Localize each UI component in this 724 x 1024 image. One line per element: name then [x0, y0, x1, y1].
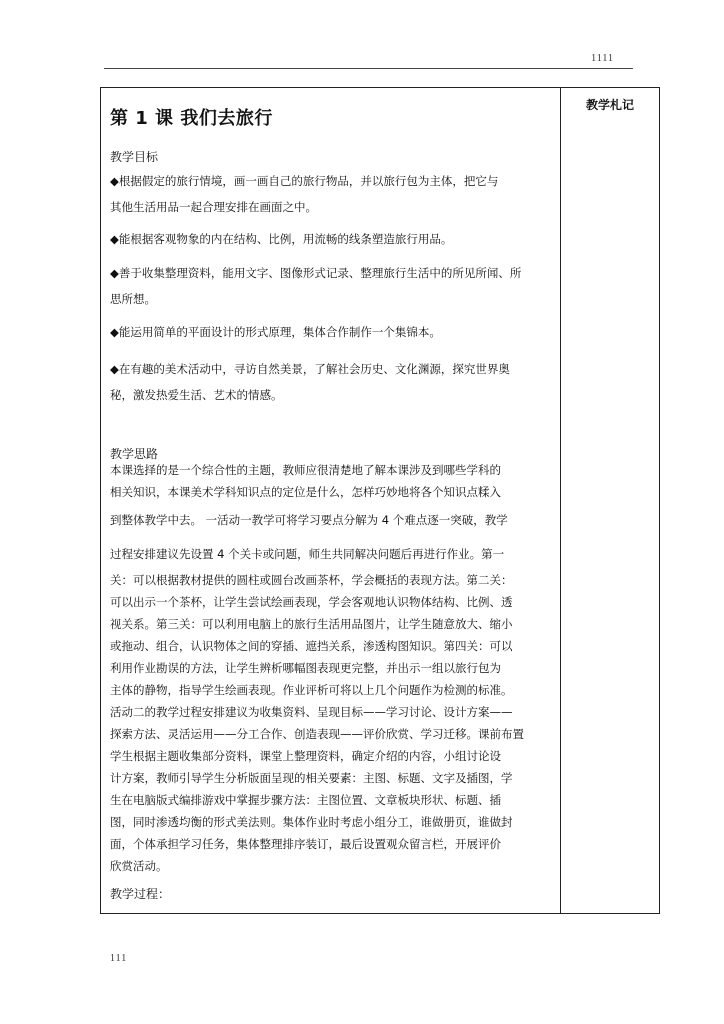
approach-line: 图，同时渗透均衡的形式美法则。集体作业时考虑小组分工，谁做册页，谁做封 [110, 815, 513, 829]
header-page-code: 1111 [591, 53, 614, 64]
approach-line: 或拖动、组合，认识物体之间的穿插、遮挡关系，渗透构图知识。第四关：可以 [110, 639, 513, 653]
approach-line: 到整体教学中去。 一活动一教学可将学习要点分解为 4 个难点逐一突破，教学 [110, 513, 508, 527]
approach-line: 主体的静物，指导学生绘画表现。作业评析可将以上几个问题作为检测的标准。 [110, 683, 513, 697]
approach-heading: 教学思路 [110, 447, 159, 461]
objective-line: ◆根据假定的旅行情境，画一画自己的旅行物品，并以旅行包为主体，把它与 [110, 174, 499, 188]
objective-line: 秘，激发热爱生活、艺术的情感。 [110, 388, 283, 402]
objective-item-3 [110, 260, 550, 312]
header-rule [104, 68, 633, 69]
approach-intro-cont2 [110, 541, 550, 567]
approach-line: 本课选择的是一个综合性的主题，教师应很清楚地了解本课涉及到哪些学科的 [110, 463, 501, 477]
approach-line: 学生根据主题收集部分资料，课堂上整理资料，确定介绍的内容，小组讨论设 [110, 749, 501, 763]
lesson-table [100, 87, 660, 914]
objective-line: ◆善于收集整理资料，能用文字、图像形式记录、整理旅行生活中的所见所闻、所 [110, 266, 522, 280]
approach-body [110, 569, 550, 877]
footer-page-code: 111 [110, 953, 128, 964]
process-heading: 教学过程： [110, 887, 171, 901]
column-divider [560, 88, 561, 913]
objective-line: 其他生活用品一起合理安排在画面之中。 [110, 200, 317, 214]
approach-line: 过程安排建议先设置 4 个关卡或问题，师生共同解决问题后再进行作业。第一 [110, 547, 505, 561]
objective-item-1 [110, 168, 550, 220]
objective-item-5 [110, 356, 550, 408]
approach-line: 探索方法、灵活运用——分工合作、创造表现——评价欣赏、学习迁移。课前布置 [110, 727, 524, 741]
approach-line: 关：可以根据教材提供的圆柱或圆台改画茶杯，学会概括的表现方法。第二关： [110, 573, 513, 587]
approach-line: 欣赏活动。 [110, 859, 168, 873]
objective-line: ◆能根据客观物象的内在结构、比例，用流畅的线条塑造旅行用品。 [110, 232, 453, 246]
approach-line: 视关系。第三关：可以利用电脑上的旅行生活用品图片，让学生随意放大、缩小 [110, 617, 513, 631]
lesson-title: 第 1 课 我们去旅行 [110, 108, 273, 129]
approach-line: 可以出示一个茶杯，让学生尝试绘画表现，学会客观地认识物体结构、比例、透 [110, 595, 513, 609]
objective-item-2 [110, 226, 550, 252]
objective-line: ◆能运用简单的平面设计的形式原理，集体合作制作一个集锦本。 [110, 325, 441, 339]
objective-item-4 [110, 319, 550, 345]
approach-line: 面，个体承担学习任务，集体整理排序装订，最后设置观众留言栏，开展评价 [110, 837, 501, 851]
approach-line: 利用作业勘误的方法，让学生辨析哪幅图表现更完整，并出示一组以旅行包为 [110, 661, 501, 675]
approach-line: 生在电脑版式编排游戏中掌握步骤方法：主图位置、文章板块形状、标题、插 [110, 793, 501, 807]
objective-line: ◆在有趣的美术活动中，寻访自然美景，了解社会历史、文化渊源，探究世界奥 [110, 362, 510, 376]
objective-line: 思所想。 [110, 292, 156, 306]
approach-intro-cont [110, 507, 550, 533]
approach-line: 活动二的教学过程安排建议为收集资料、呈现目标——学习讨论、设计方案—— [110, 705, 513, 719]
side-column-title: 教学札记 [585, 98, 634, 112]
approach-intro [110, 459, 550, 503]
approach-line: 计方案，教师引导学生分析版面呈现的相关要素：主图、标题、文字及插图，学 [110, 771, 513, 785]
approach-line: 相关知识，本课美术学科知识点的定位是什么，怎样巧妙地将各个知识点糅入 [110, 485, 501, 499]
objectives-heading: 教学目标 [110, 150, 159, 164]
